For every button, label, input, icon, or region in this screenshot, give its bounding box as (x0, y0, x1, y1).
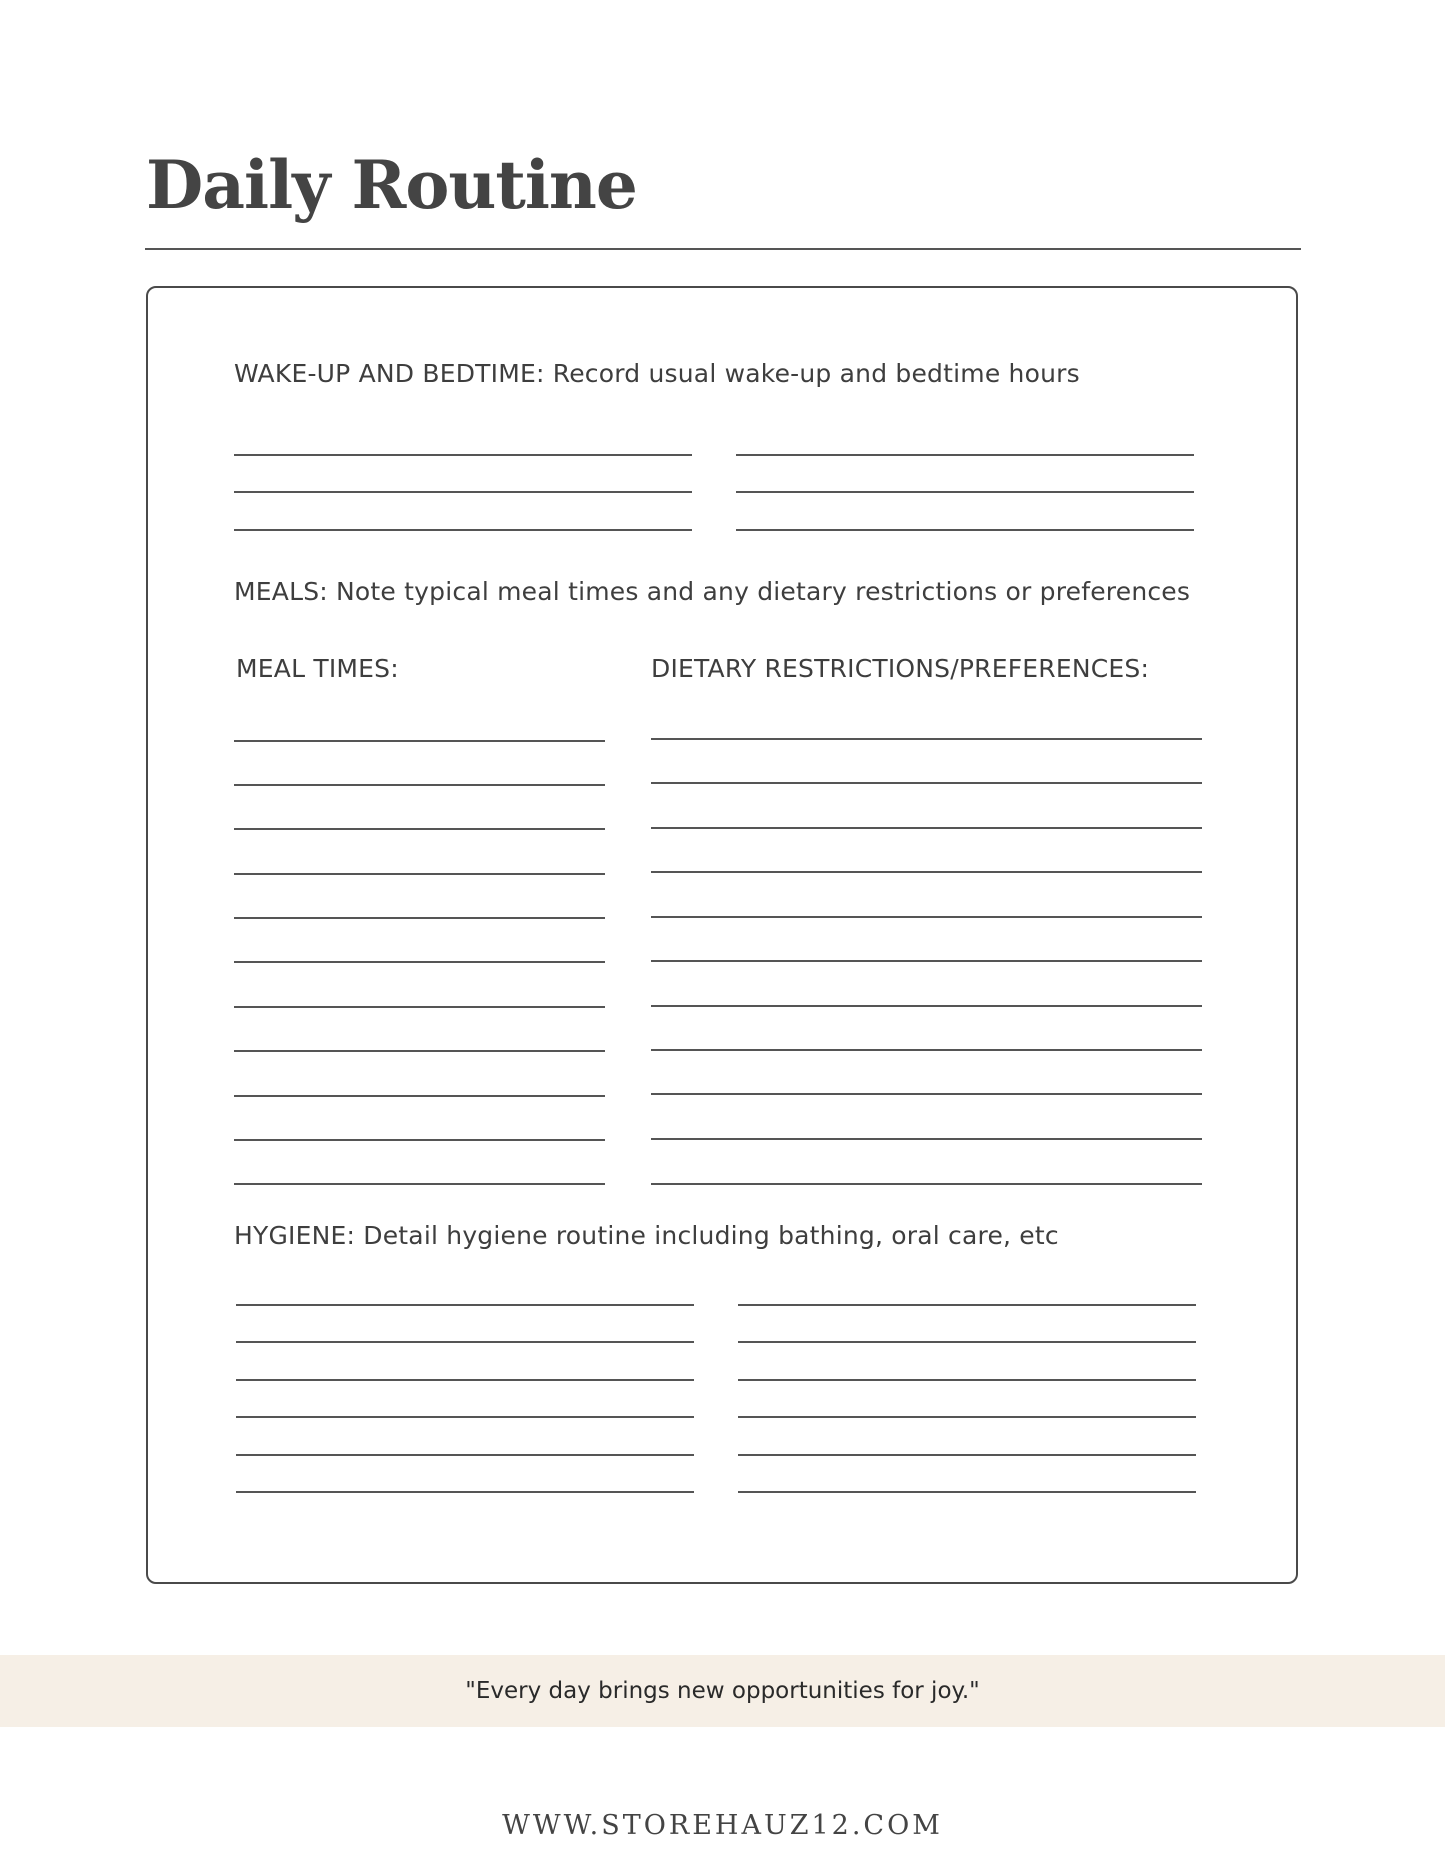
quote-band (0, 1655, 1445, 1727)
writing-line[interactable] (738, 1304, 1196, 1306)
writing-line[interactable] (236, 1341, 694, 1343)
writing-line[interactable] (234, 1050, 605, 1052)
writing-line[interactable] (738, 1416, 1196, 1418)
writing-line[interactable] (234, 454, 692, 456)
writing-line[interactable] (234, 529, 692, 531)
writing-line[interactable] (738, 1341, 1196, 1343)
writing-line[interactable] (651, 871, 1202, 873)
writing-line[interactable] (651, 1049, 1202, 1051)
meal-times-label: MEAL TIMES: (236, 654, 399, 683)
writing-line[interactable] (236, 1454, 694, 1456)
writing-line[interactable] (738, 1491, 1196, 1493)
writing-line[interactable] (651, 738, 1202, 740)
writing-line[interactable] (234, 1139, 605, 1141)
quote-text: "Every day brings new opportunities for joy." (465, 1678, 980, 1704)
writing-line[interactable] (651, 916, 1202, 918)
dietary-label: DIETARY RESTRICTIONS/PREFERENCES: (651, 654, 1150, 683)
writing-line[interactable] (236, 1491, 694, 1493)
writing-line[interactable] (651, 1183, 1202, 1185)
writing-line[interactable] (234, 740, 605, 742)
writing-line[interactable] (736, 529, 1194, 531)
writing-line[interactable] (651, 827, 1202, 829)
writing-line[interactable] (651, 1005, 1202, 1007)
writing-line[interactable] (234, 873, 605, 875)
writing-line[interactable] (651, 960, 1202, 962)
writing-line[interactable] (234, 917, 605, 919)
writing-line[interactable] (738, 1379, 1196, 1381)
routine-card (146, 286, 1298, 1584)
writing-line[interactable] (236, 1416, 694, 1418)
writing-line[interactable] (234, 1183, 605, 1185)
writing-line[interactable] (736, 454, 1194, 456)
writing-line[interactable] (738, 1454, 1196, 1456)
writing-line[interactable] (234, 828, 605, 830)
footer-website[interactable]: WWW.STOREHAUZ12.COM (502, 1810, 943, 1841)
writing-line[interactable] (234, 491, 692, 493)
hygiene-label: HYGIENE: Detail hygiene routine including bathing, oral care, etc (234, 1221, 1059, 1250)
meals-label: MEALS: Note typical meal times and any dietary restrictions or preferences (234, 577, 1191, 606)
writing-line[interactable] (651, 782, 1202, 784)
page-title: Daily Routine (146, 146, 637, 224)
writing-line[interactable] (736, 491, 1194, 493)
writing-line[interactable] (234, 961, 605, 963)
writing-line[interactable] (234, 1095, 605, 1097)
wake-bed-label: WAKE-UP AND BEDTIME: Record usual wake-up and bedtime hours (234, 359, 1080, 388)
writing-line[interactable] (236, 1304, 694, 1306)
writing-line[interactable] (651, 1093, 1202, 1095)
writing-line[interactable] (234, 1006, 605, 1008)
title-divider (145, 248, 1301, 250)
writing-line[interactable] (234, 784, 605, 786)
writing-line[interactable] (236, 1379, 694, 1381)
writing-line[interactable] (651, 1138, 1202, 1140)
